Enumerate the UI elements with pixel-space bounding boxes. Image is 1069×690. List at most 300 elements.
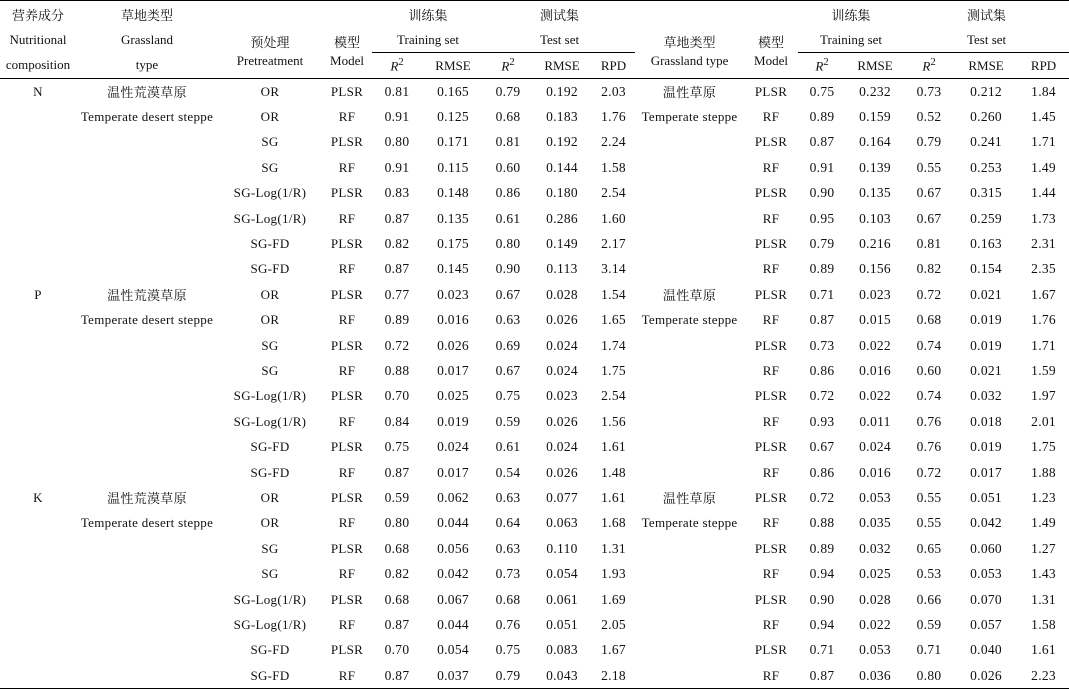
grassland-cell xyxy=(76,409,218,434)
value-cell: 0.040 xyxy=(970,642,1002,658)
grassland-cell xyxy=(76,333,218,358)
value-cell: 1.71 xyxy=(1031,134,1056,150)
pretreatment-cell: SG-FD xyxy=(250,439,290,455)
value-cell: 0.019 xyxy=(970,439,1002,455)
model2-cell: RF xyxy=(762,616,780,632)
value-cell: 0.53 xyxy=(916,566,942,582)
nutrient-cell xyxy=(0,612,76,637)
value-cell: 1.45 xyxy=(1031,109,1056,125)
value-cell: 0.212 xyxy=(970,83,1002,99)
table-row xyxy=(0,282,1069,307)
value-cell: 0.52 xyxy=(916,109,942,125)
value-cell: 0.88 xyxy=(809,515,835,531)
header-train2-r2: $R^2$ xyxy=(798,53,846,79)
model2-cell: PLSR xyxy=(754,540,788,556)
value-cell: 0.044 xyxy=(437,616,469,632)
table-row xyxy=(0,358,1069,383)
table-row xyxy=(0,257,1069,282)
nutrient-cell xyxy=(0,638,76,663)
value-cell: 0.80 xyxy=(495,236,521,252)
value-cell: 0.026 xyxy=(546,464,578,480)
value-cell: 0.054 xyxy=(546,566,578,582)
grassland2-cell xyxy=(635,231,744,256)
value-cell: 0.61 xyxy=(495,439,521,455)
value-cell: 0.037 xyxy=(422,663,484,689)
model-cell: PLSR xyxy=(330,236,364,252)
value-cell: 1.31 xyxy=(601,540,626,556)
value-cell: 0.89 xyxy=(809,261,835,277)
value-cell: 0.135 xyxy=(859,185,891,201)
nutrient-cell xyxy=(0,104,76,129)
nutrient-cell: N xyxy=(33,83,43,99)
value-cell: 0.021 xyxy=(970,286,1002,302)
header-model-cn: 模型 xyxy=(322,1,372,53)
value-cell: 1.97 xyxy=(1031,388,1056,404)
nutrient-cell xyxy=(0,333,76,358)
value-cell: 0.71 xyxy=(809,642,835,658)
value-cell: 0.82 xyxy=(384,566,410,582)
model2-cell: RF xyxy=(762,566,780,582)
value-cell: 0.016 xyxy=(859,464,891,480)
value-cell: 0.026 xyxy=(546,312,578,328)
table-row xyxy=(0,333,1069,358)
value-cell: 2.01 xyxy=(1031,413,1056,429)
header-grass2-en: Grassland type xyxy=(635,53,744,79)
value-cell: 0.253 xyxy=(970,159,1002,175)
nutrient-cell xyxy=(0,384,76,409)
value-cell: 1.69 xyxy=(601,591,626,607)
value-cell: 1.44 xyxy=(1031,185,1056,201)
grassland-cell xyxy=(76,434,218,459)
grassland-cell: Temperate desert steppe xyxy=(80,312,214,328)
nutrient-cell xyxy=(0,231,76,256)
grassland-cell xyxy=(76,638,218,663)
header-pretreatment-cn: 预处理 xyxy=(218,1,322,53)
nutrient-cell xyxy=(0,308,76,333)
value-cell: 0.77 xyxy=(384,286,410,302)
model-cell: RF xyxy=(322,663,372,689)
grassland2-cell xyxy=(635,257,744,282)
model2-cell: RF xyxy=(762,312,780,328)
value-cell: 0.043 xyxy=(532,663,592,689)
table-row xyxy=(0,384,1069,409)
value-cell: 2.31 xyxy=(1031,236,1056,252)
value-cell: 0.84 xyxy=(384,413,410,429)
value-cell: 0.017 xyxy=(437,362,469,378)
model-cell: RF xyxy=(338,566,356,582)
value-cell: 0.91 xyxy=(384,109,410,125)
model2-cell: PLSR xyxy=(754,591,788,607)
model-cell: PLSR xyxy=(330,591,364,607)
header-test-rpd: RPD xyxy=(592,53,635,79)
value-cell: 0.91 xyxy=(384,159,410,175)
value-cell: 0.053 xyxy=(859,642,891,658)
value-cell: 0.76 xyxy=(916,413,942,429)
value-cell: 0.148 xyxy=(437,185,469,201)
value-cell: 2.17 xyxy=(601,236,626,252)
value-cell: 0.94 xyxy=(809,566,835,582)
model-cell: RF xyxy=(338,261,356,277)
grassland-cell: 温性荒漠草原 xyxy=(107,492,187,508)
value-cell: 0.68 xyxy=(495,109,521,125)
grassland-cell xyxy=(76,384,218,409)
value-cell: 1.67 xyxy=(1031,286,1056,302)
value-cell: 1.93 xyxy=(601,566,626,582)
value-cell: 0.59 xyxy=(384,489,410,505)
nutrient-cell xyxy=(0,434,76,459)
value-cell: 0.023 xyxy=(437,286,469,302)
header-test-cn: 测试集 xyxy=(484,1,635,28)
pretreatment-cell: SG xyxy=(261,134,279,150)
value-cell: 0.054 xyxy=(437,642,469,658)
table-row xyxy=(0,638,1069,663)
value-cell: 0.042 xyxy=(970,515,1002,531)
value-cell: 0.063 xyxy=(546,515,578,531)
value-cell: 0.259 xyxy=(970,210,1002,226)
nutrient-cell xyxy=(0,663,76,689)
value-cell: 1.58 xyxy=(601,159,626,175)
grassland2-cell xyxy=(635,663,744,689)
nutrient-cell: K xyxy=(33,489,43,505)
nutrient-cell xyxy=(0,257,76,282)
value-cell: 1.65 xyxy=(601,312,626,328)
header-test2-cn: 测试集 xyxy=(904,1,1069,28)
grassland-cell xyxy=(76,130,218,155)
model2-cell: RF xyxy=(762,109,780,125)
value-cell: 0.74 xyxy=(916,388,942,404)
value-cell: 1.27 xyxy=(1031,540,1056,556)
value-cell: 0.79 xyxy=(484,663,532,689)
grassland-cell xyxy=(76,206,218,231)
header-grass-cn: 草地类型 xyxy=(76,1,218,28)
pretreatment-cell: SG-FD xyxy=(250,236,290,252)
model-cell: PLSR xyxy=(330,185,364,201)
grassland-cell xyxy=(76,231,218,256)
table-row xyxy=(0,155,1069,180)
value-cell: 1.61 xyxy=(601,489,626,505)
value-cell: 0.82 xyxy=(916,261,942,277)
value-cell: 0.81 xyxy=(384,83,410,99)
value-cell: 0.65 xyxy=(916,540,942,556)
value-cell: 0.286 xyxy=(546,210,578,226)
table-row xyxy=(0,612,1069,637)
table-row xyxy=(0,104,1069,129)
value-cell: 0.165 xyxy=(437,83,469,99)
table-row xyxy=(0,511,1069,536)
value-cell: 0.89 xyxy=(809,109,835,125)
value-cell: 0.75 xyxy=(495,642,521,658)
model-cell: RF xyxy=(338,109,356,125)
value-cell: 0.164 xyxy=(859,134,891,150)
value-cell: 0.022 xyxy=(859,337,891,353)
header-train2-en: Training set xyxy=(798,27,904,53)
table-row xyxy=(0,181,1069,206)
value-cell: 0.75 xyxy=(384,439,410,455)
grassland-cell xyxy=(76,155,218,180)
value-cell: 2.05 xyxy=(601,616,626,632)
value-cell: 0.87 xyxy=(372,663,422,689)
pretreatment-cell: OR xyxy=(260,515,280,531)
value-cell: 0.019 xyxy=(970,337,1002,353)
value-cell: 0.036 xyxy=(846,663,904,689)
grassland2-cell xyxy=(635,155,744,180)
nutrient-cell: P xyxy=(34,286,42,302)
header-train2-rmse: RMSE xyxy=(846,53,904,79)
grassland-cell xyxy=(76,460,218,485)
value-cell: 0.028 xyxy=(546,286,578,302)
pretreatment-cell: SG-Log(1/R) xyxy=(233,210,307,226)
header-train-rmse: RMSE xyxy=(422,53,484,79)
model-cell: RF xyxy=(338,362,356,378)
grassland2-cell xyxy=(635,409,744,434)
model2-cell: RF xyxy=(762,413,780,429)
value-cell: 0.241 xyxy=(970,134,1002,150)
pretreatment-cell: SG xyxy=(261,159,279,175)
value-cell: 0.89 xyxy=(809,540,835,556)
value-cell: 1.61 xyxy=(1031,642,1056,658)
value-cell: 1.76 xyxy=(1031,312,1056,328)
nutrient-cell xyxy=(0,181,76,206)
header-nutrient-cn: 营养成分 xyxy=(0,1,76,28)
header-nutrient-en1: Nutritional xyxy=(9,31,67,47)
grassland2-cell xyxy=(635,612,744,637)
value-cell: 0.73 xyxy=(809,337,835,353)
value-cell: 0.024 xyxy=(546,337,578,353)
grassland2-cell xyxy=(635,561,744,586)
value-cell: 0.070 xyxy=(970,591,1002,607)
value-cell: 0.63 xyxy=(495,540,521,556)
model2-cell: PLSR xyxy=(754,286,788,302)
value-cell: 0.159 xyxy=(859,109,891,125)
value-cell: 0.71 xyxy=(916,642,942,658)
model-cell: PLSR xyxy=(330,83,364,99)
value-cell: 0.024 xyxy=(546,362,578,378)
value-cell: 0.86 xyxy=(809,464,835,480)
pretreatment-cell: SG xyxy=(261,337,279,353)
grassland2-cell: Temperate steppe xyxy=(641,109,738,125)
grassland2-cell xyxy=(635,384,744,409)
header-test2-r2: $R^2$ xyxy=(904,53,954,79)
model-cell: PLSR xyxy=(330,642,364,658)
value-cell: 1.54 xyxy=(601,286,626,302)
value-cell: 0.55 xyxy=(916,515,942,531)
value-cell: 0.135 xyxy=(437,210,469,226)
value-cell: 0.216 xyxy=(859,236,891,252)
header-train-cn: 训练集 xyxy=(372,1,484,28)
value-cell: 0.144 xyxy=(546,159,578,175)
model2-cell: RF xyxy=(762,515,780,531)
value-cell: 0.59 xyxy=(916,616,942,632)
grassland2-cell xyxy=(635,536,744,561)
value-cell: 0.021 xyxy=(970,362,1002,378)
value-cell: 0.72 xyxy=(809,388,835,404)
header-grass-en1: Grassland xyxy=(121,31,173,47)
value-cell: 0.025 xyxy=(437,388,469,404)
model2-cell: PLSR xyxy=(754,642,788,658)
value-cell: 0.82 xyxy=(384,236,410,252)
grassland-cell xyxy=(76,612,218,637)
table-row xyxy=(0,485,1069,510)
model2-cell: PLSR xyxy=(754,134,788,150)
model-cell: RF xyxy=(338,464,356,480)
value-cell: 0.113 xyxy=(546,261,578,277)
grassland-cell xyxy=(76,561,218,586)
value-cell: 0.026 xyxy=(546,413,578,429)
value-cell: 1.61 xyxy=(601,439,626,455)
value-cell: 0.70 xyxy=(384,642,410,658)
header-model2-en: Model xyxy=(744,53,798,79)
nutrient-cell xyxy=(0,511,76,536)
value-cell: 0.72 xyxy=(916,464,942,480)
value-cell: 1.43 xyxy=(1031,566,1056,582)
value-cell: 0.019 xyxy=(970,312,1002,328)
pretreatment-cell: SG-FD xyxy=(218,663,322,689)
value-cell: 0.042 xyxy=(437,566,469,582)
table-row xyxy=(0,536,1069,561)
value-cell: 0.061 xyxy=(546,591,578,607)
value-cell: 0.192 xyxy=(546,134,578,150)
value-cell: 1.75 xyxy=(1031,439,1056,455)
grassland2-cell xyxy=(635,587,744,612)
value-cell: 0.67 xyxy=(495,286,521,302)
grassland2-cell xyxy=(635,460,744,485)
value-cell: 0.180 xyxy=(546,185,578,201)
value-cell: 0.115 xyxy=(437,159,469,175)
pretreatment-cell: OR xyxy=(260,286,280,302)
value-cell: 0.80 xyxy=(904,663,954,689)
value-cell: 0.88 xyxy=(384,362,410,378)
value-cell: 0.87 xyxy=(384,464,410,480)
grassland-cell xyxy=(76,536,218,561)
value-cell: 0.060 xyxy=(970,540,1002,556)
table-row xyxy=(0,663,1069,689)
value-cell: 0.067 xyxy=(437,591,469,607)
table-row xyxy=(0,460,1069,485)
value-cell: 0.017 xyxy=(970,464,1002,480)
value-cell: 1.59 xyxy=(1031,362,1056,378)
value-cell: 0.79 xyxy=(809,236,835,252)
model-cell: RF xyxy=(338,413,356,429)
header-test-en: Test set xyxy=(484,27,635,53)
nutrient-cell xyxy=(0,358,76,383)
pretreatment-cell: OR xyxy=(260,109,280,125)
value-cell: 1.71 xyxy=(1031,337,1056,353)
value-cell: 0.024 xyxy=(437,439,469,455)
value-cell: 0.87 xyxy=(798,663,846,689)
nutrient-cell xyxy=(0,130,76,155)
value-cell: 0.015 xyxy=(859,312,891,328)
value-cell: 0.91 xyxy=(809,159,835,175)
model2-cell: PLSR xyxy=(754,337,788,353)
header-test2-rpd: RPD xyxy=(1018,53,1069,79)
model-cell: RF xyxy=(338,515,356,531)
value-cell: 0.80 xyxy=(384,134,410,150)
table-header xyxy=(0,1,1069,79)
model-cell: PLSR xyxy=(330,134,364,150)
value-cell: 0.66 xyxy=(916,591,942,607)
model-cell: RF xyxy=(338,312,356,328)
header-test-r2: $R^2$ xyxy=(484,53,532,79)
grassland2-cell: Temperate steppe xyxy=(641,312,738,328)
value-cell: 0.90 xyxy=(495,261,521,277)
value-cell: 0.022 xyxy=(859,616,891,632)
pretreatment-cell: SG-Log(1/R) xyxy=(233,591,307,607)
grassland2-cell xyxy=(635,358,744,383)
value-cell: 1.84 xyxy=(1031,83,1056,99)
value-cell: 0.69 xyxy=(495,337,521,353)
pretreatment-cell: SG-FD xyxy=(250,261,290,277)
value-cell: 0.93 xyxy=(809,413,835,429)
pretreatment-cell: SG xyxy=(261,362,279,378)
grassland-cell: Temperate desert steppe xyxy=(80,515,214,531)
value-cell: 1.56 xyxy=(601,413,626,429)
model2-cell: RF xyxy=(762,261,780,277)
nutrient-cell xyxy=(0,460,76,485)
pretreatment-cell: SG-Log(1/R) xyxy=(233,388,307,404)
value-cell: 0.026 xyxy=(954,663,1018,689)
header-model-en: Model xyxy=(322,53,372,79)
grassland2-cell xyxy=(635,181,744,206)
grassland-cell xyxy=(76,257,218,282)
model-cell: RF xyxy=(338,159,356,175)
value-cell: 0.87 xyxy=(809,312,835,328)
grassland2-cell: 温性草原 xyxy=(662,492,717,508)
model2-cell: PLSR xyxy=(754,236,788,252)
value-cell: 0.023 xyxy=(546,388,578,404)
value-cell: 0.056 xyxy=(437,540,469,556)
value-cell: 0.032 xyxy=(970,388,1002,404)
value-cell: 0.175 xyxy=(437,236,469,252)
value-cell: 0.023 xyxy=(859,286,891,302)
value-cell: 0.64 xyxy=(495,515,521,531)
header-grass2-cn: 草地类型 xyxy=(635,1,744,53)
value-cell: 0.67 xyxy=(495,362,521,378)
table-row xyxy=(0,409,1069,434)
value-cell: 0.90 xyxy=(809,591,835,607)
value-cell: 0.051 xyxy=(970,489,1002,505)
value-cell: 2.54 xyxy=(601,388,626,404)
value-cell: 0.76 xyxy=(495,616,521,632)
table-row xyxy=(0,587,1069,612)
value-cell: 0.87 xyxy=(384,261,410,277)
header-train-r2: $R^2$ xyxy=(372,53,422,79)
grassland2-cell: 温性草原 xyxy=(662,289,717,305)
value-cell: 3.14 xyxy=(601,261,626,277)
table-row xyxy=(0,561,1069,586)
value-cell: 0.67 xyxy=(916,185,942,201)
model2-cell: RF xyxy=(762,362,780,378)
model-cell: RF xyxy=(338,616,356,632)
value-cell: 0.79 xyxy=(916,134,942,150)
value-cell: 0.67 xyxy=(809,439,835,455)
grassland-cell: 温性荒漠草原 xyxy=(107,86,187,102)
value-cell: 0.75 xyxy=(495,388,521,404)
value-cell: 0.89 xyxy=(384,312,410,328)
value-cell: 0.67 xyxy=(916,210,942,226)
value-cell: 0.86 xyxy=(495,185,521,201)
header-train-en: Training set xyxy=(372,27,484,53)
grassland-cell: Temperate desert steppe xyxy=(80,109,214,125)
header-test-rmse: RMSE xyxy=(532,53,592,79)
value-cell: 0.057 xyxy=(970,616,1002,632)
value-cell: 0.80 xyxy=(384,515,410,531)
value-cell: 0.103 xyxy=(859,210,891,226)
value-cell: 0.139 xyxy=(859,159,891,175)
table-row xyxy=(0,79,1069,105)
value-cell: 1.58 xyxy=(1031,616,1056,632)
value-cell: 1.67 xyxy=(601,642,626,658)
value-cell: 0.72 xyxy=(384,337,410,353)
